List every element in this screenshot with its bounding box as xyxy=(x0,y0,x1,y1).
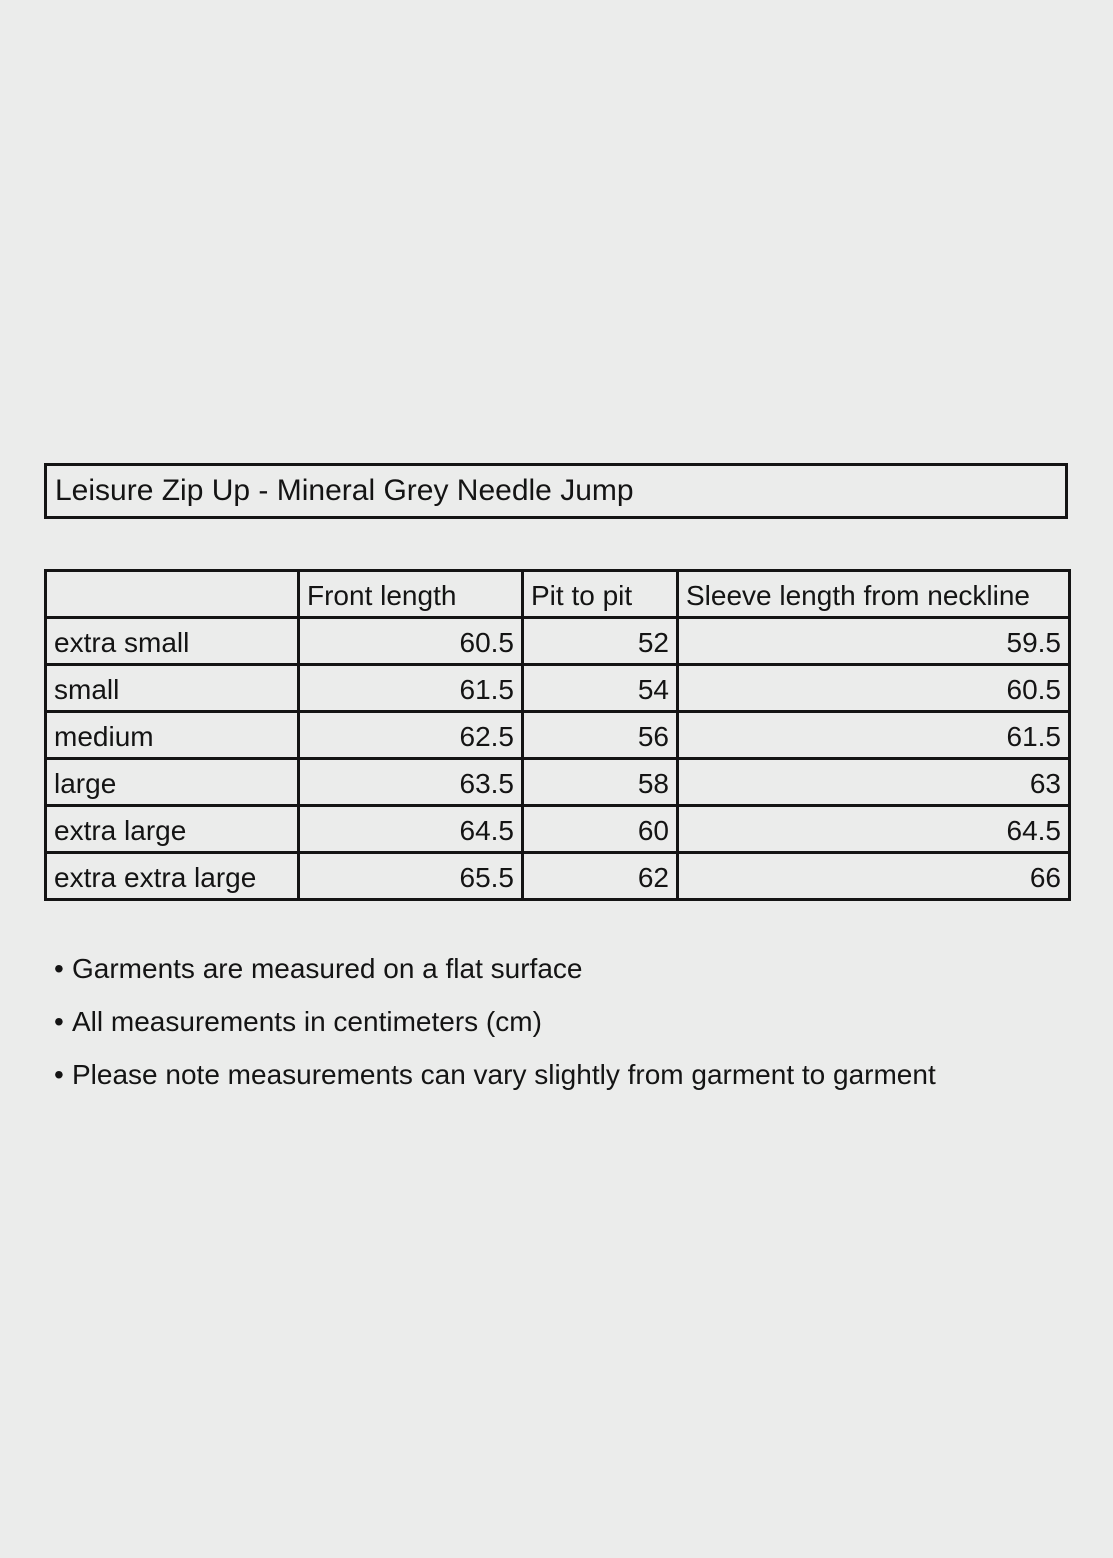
bullet-icon: • xyxy=(54,1059,64,1090)
table-row xyxy=(46,665,1070,712)
pit-to-pit-value: 52 xyxy=(523,618,678,665)
header-sleeve-length: Sleeve length from neckline xyxy=(678,571,1070,618)
pit-to-pit-value: 54 xyxy=(523,665,678,712)
pit-to-pit-value: 62 xyxy=(523,853,678,900)
sleeve-length-value: 66 xyxy=(678,853,1070,900)
bullet-icon: • xyxy=(54,1006,64,1037)
table-row xyxy=(46,759,1070,806)
front-length-value: 61.5 xyxy=(299,665,523,712)
measurement-notes xyxy=(54,955,936,1114)
size-label: small xyxy=(46,665,299,712)
sleeve-length-value: 60.5 xyxy=(678,665,1070,712)
sleeve-length-value: 64.5 xyxy=(678,806,1070,853)
pit-to-pit-value: 58 xyxy=(523,759,678,806)
sleeve-length-value: 59.5 xyxy=(678,618,1070,665)
front-length-value: 64.5 xyxy=(299,806,523,853)
header-front-length: Front length xyxy=(299,571,523,618)
size-label: extra large xyxy=(46,806,299,853)
size-label: extra small xyxy=(46,618,299,665)
table-header-row xyxy=(46,571,1070,618)
table-row xyxy=(46,806,1070,853)
note-text: Garments are measured on a flat surface xyxy=(72,953,583,984)
table-row xyxy=(46,712,1070,759)
front-length-value: 62.5 xyxy=(299,712,523,759)
list-item xyxy=(54,955,936,1008)
list-item xyxy=(54,1061,936,1114)
sleeve-length-value: 63 xyxy=(678,759,1070,806)
front-length-value: 63.5 xyxy=(299,759,523,806)
front-length-value: 60.5 xyxy=(299,618,523,665)
header-size xyxy=(46,571,299,618)
note-text: Please note measurements can vary slightly from garment to garment xyxy=(72,1059,936,1090)
size-chart-table xyxy=(44,569,1071,901)
sleeve-length-value: 61.5 xyxy=(678,712,1070,759)
title-box xyxy=(44,463,1068,519)
note-text: All measurements in centimeters (cm) xyxy=(72,1006,542,1037)
table-row xyxy=(46,618,1070,665)
pit-to-pit-value: 56 xyxy=(523,712,678,759)
size-label: medium xyxy=(46,712,299,759)
table-row xyxy=(46,853,1070,900)
list-item xyxy=(54,1008,936,1061)
front-length-value: 65.5 xyxy=(299,853,523,900)
page-title: Leisure Zip Up - Mineral Grey Needle Jump xyxy=(55,474,634,507)
bullet-icon: • xyxy=(54,953,64,984)
size-label: extra extra large xyxy=(46,853,299,900)
size-label: large xyxy=(46,759,299,806)
header-pit-to-pit: Pit to pit xyxy=(523,571,678,618)
pit-to-pit-value: 60 xyxy=(523,806,678,853)
